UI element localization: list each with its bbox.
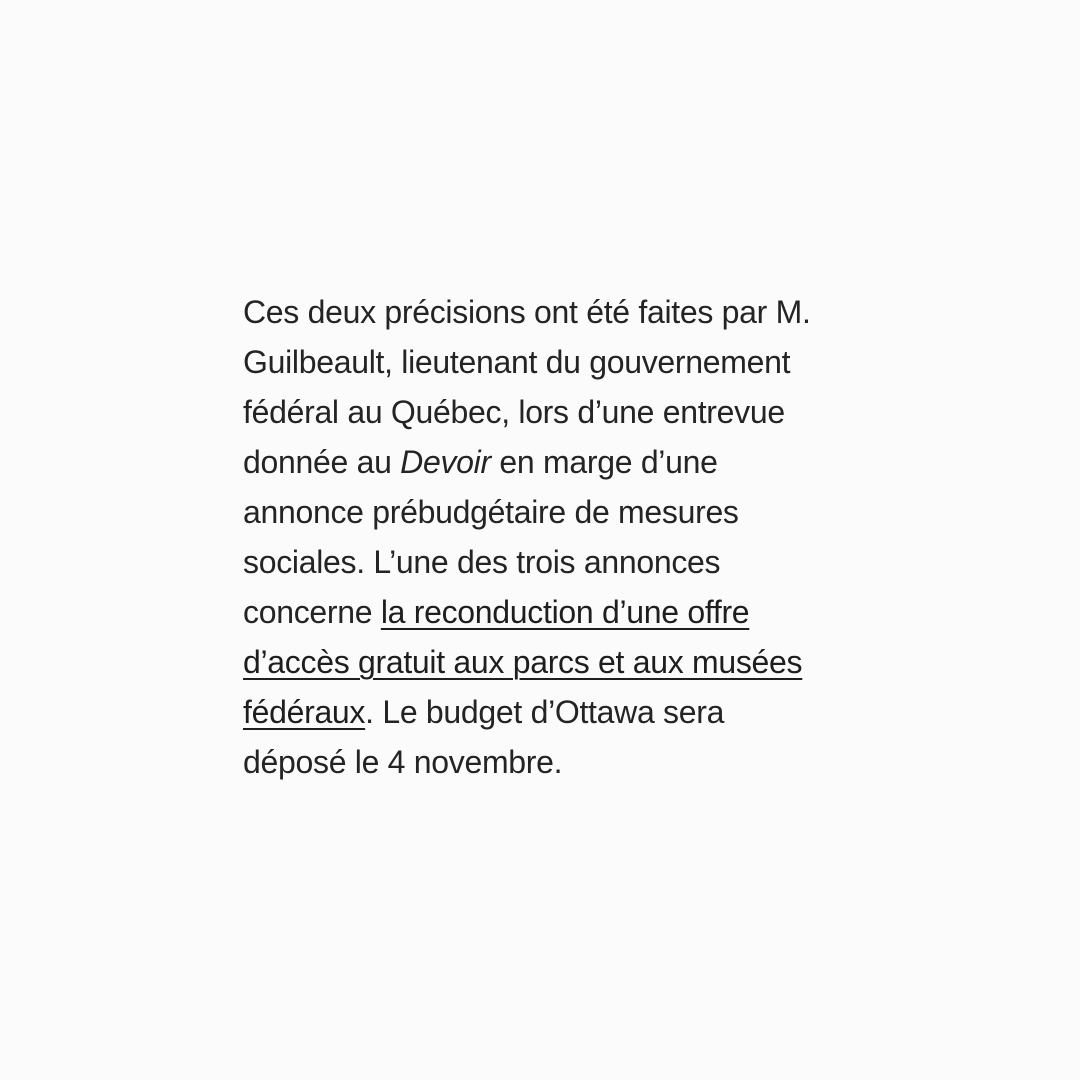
article-link[interactable]: d’accès gratuit aux parcs et aux musées (243, 644, 803, 680)
text-segment: en marge d’une (490, 444, 718, 480)
article-link[interactable]: la reconduction d’une offre (380, 594, 750, 630)
paragraph-line (243, 637, 883, 687)
text-segment: . Le budget d’Ottawa sera (365, 694, 725, 730)
paragraph-line: Ces deux précisions ont été faites par M. (243, 294, 811, 330)
paragraph-line: déposé le 4 novembre. (243, 744, 563, 780)
paragraph-line (243, 687, 883, 737)
paragraph-line (243, 587, 883, 637)
paragraph-line: annonce prébudgétaire de mesures (243, 494, 739, 530)
text-segment: donnée au (243, 444, 401, 480)
paragraph-line: sociales. L’une des trois annonces (243, 544, 721, 580)
paragraph-line: fédéral au Québec, lors d’une entrevue (243, 394, 785, 430)
text-segment: concerne (243, 594, 381, 630)
paragraph-line (243, 437, 883, 487)
publication-name: Devoir (400, 444, 491, 480)
paragraph-line: Guilbeault, lieutenant du gouvernement (243, 344, 791, 380)
article-paragraph (243, 287, 883, 787)
article-link[interactable]: fédéraux (243, 694, 366, 730)
